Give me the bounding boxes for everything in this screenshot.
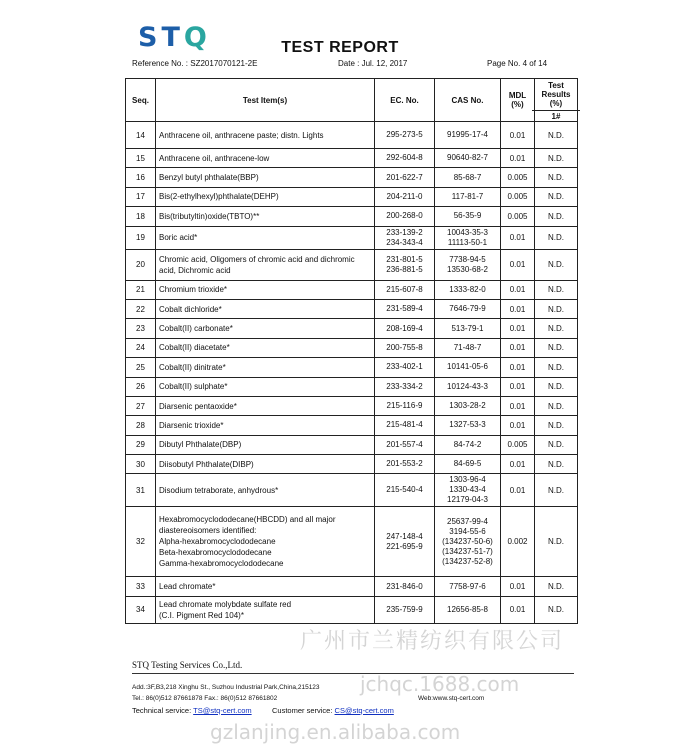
technical-service [132,706,252,715]
mdl-cell: 0.01 [501,396,535,415]
customer-service-email[interactable]: CS@stq-cert.com [334,706,394,715]
item-cell: Benzyl butyl phthalate(BBP) [156,168,375,187]
mdl-cell: 0.01 [501,596,535,623]
seq-cell: 26 [126,377,156,396]
seq-cell: 18 [126,207,156,226]
ec-number-cell: 200-268-0 [375,207,435,226]
ec-number-cell: 233-402-1 [375,358,435,377]
footer-website: Web:www.stq-cert.com [418,695,485,702]
mdl-cell: 0.005 [501,207,535,226]
table-row [126,338,578,357]
technical-service-email[interactable]: TS@stq-cert.com [193,706,252,715]
seq-cell: 19 [126,226,156,249]
cas-number-cell: 7738-94-5 13530-68-2 [435,249,501,280]
cas-number-cell: 1303-28-2 [435,396,501,415]
item-cell: Cobalt dichloride* [156,299,375,318]
ec-number-cell: 292-604-8 [375,149,435,168]
seq-cell: 17 [126,187,156,206]
customer-service [272,706,394,715]
result-cell: N.D. [535,280,578,299]
result-cell: N.D. [535,338,578,357]
table-row [126,455,578,474]
seq-cell: 16 [126,168,156,187]
mdl-cell: 0.01 [501,122,535,149]
result-cell: N.D. [535,226,578,249]
watermark-chinese: 广州市兰精纺织有限公司 [300,629,565,654]
mdl-cell: 0.002 [501,507,535,577]
result-cell: N.D. [535,207,578,226]
watermark-alibaba: gzlanjing.en.alibaba.com [210,720,461,744]
table-row [126,299,578,318]
item-cell: Bis(tributyltin)oxide(TBTO)** [156,207,375,226]
watermark-1688: jchqc.1688.com [360,672,520,696]
item-cell: Chromium trioxide* [156,280,375,299]
seq-cell: 20 [126,249,156,280]
ec-number-cell: 247-148-4 221-695-9 [375,507,435,577]
ec-number-cell: 231-589-4 [375,299,435,318]
table-row [126,187,578,206]
ec-number-cell: 233-334-2 [375,377,435,396]
customer-service-label: Customer service: [272,706,333,715]
result-cell: N.D. [535,319,578,338]
ec-number-cell: 204-211-0 [375,187,435,206]
cas-number-cell: 56-35-9 [435,207,501,226]
ec-number-cell: 200-755-8 [375,338,435,357]
ec-number-cell: 215-481-4 [375,416,435,435]
mdl-cell: 0.01 [501,455,535,474]
mdl-cell: 0.01 [501,299,535,318]
result-cell: N.D. [535,474,578,507]
result-cell: N.D. [535,168,578,187]
item-cell: Diarsenic trioxide* [156,416,375,435]
cas-number-cell: 90640-82-7 [435,149,501,168]
footer-tel-fax: Tel.: 86(0)512 87661878 Fax.: 86(0)512 87661802 [132,695,278,702]
mdl-cell: 0.01 [501,577,535,596]
seq-cell: 25 [126,358,156,377]
ec-number-cell: 295-273-5 [375,122,435,149]
table-row [126,435,578,454]
col-result-header [535,79,578,122]
mdl-cell: 0.01 [501,416,535,435]
seq-cell: 33 [126,577,156,596]
item-cell: Cobalt(II) sulphate* [156,377,375,396]
table-row [126,377,578,396]
mdl-cell: 0.005 [501,168,535,187]
col-seq-header: Seq. [126,79,156,122]
mdl-cell: 0.01 [501,358,535,377]
footer-company: STQ Testing Services Co.,Ltd. [132,660,243,670]
result-cell: N.D. [535,358,578,377]
result-cell: N.D. [535,149,578,168]
table-row [126,122,578,149]
table-row [126,474,578,507]
table-header-row [126,79,578,122]
seq-cell: 30 [126,455,156,474]
cas-number-cell: 10141-05-6 [435,358,501,377]
ec-number-cell: 233-139-2 234-343-4 [375,226,435,249]
seq-cell: 28 [126,416,156,435]
item-cell: Cobalt(II) diacetate* [156,338,375,357]
table-row [126,596,578,623]
cas-number-cell: 12656-85-8 [435,596,501,623]
table-row [126,249,578,280]
cas-number-cell: 1327-53-3 [435,416,501,435]
table-row [126,207,578,226]
ec-number-cell: 215-116-9 [375,396,435,415]
item-cell: Cobalt(II) dinitrate* [156,358,375,377]
cas-number-cell: 1333-82-0 [435,280,501,299]
ec-number-cell: 215-540-4 [375,474,435,507]
seq-cell: 24 [126,338,156,357]
item-cell: Chromic acid, Oligomers of chromic acid and dichromic acid, Dichromic acid [156,249,375,280]
table-row [126,280,578,299]
seq-cell: 23 [126,319,156,338]
mdl-cell: 0.01 [501,149,535,168]
item-cell: Boric acid* [156,226,375,249]
item-cell: Diisobutyl Phthalate(DIBP) [156,455,375,474]
item-cell: Dibutyl Phthalate(DBP) [156,435,375,454]
table-row [126,149,578,168]
seq-cell: 21 [126,280,156,299]
report-date: Date : Jul. 12, 2017 [338,59,408,68]
cas-number-cell: 85-68-7 [435,168,501,187]
cas-number-cell: 7646-79-9 [435,299,501,318]
ec-number-cell: 201-557-4 [375,435,435,454]
ec-number-cell: 201-553-2 [375,455,435,474]
reference-number: Reference No. : SZ2017070121-2E [132,59,258,68]
seq-cell: 27 [126,396,156,415]
ec-number-cell: 231-846-0 [375,577,435,596]
seq-cell: 22 [126,299,156,318]
result-cell: N.D. [535,416,578,435]
result-cell: N.D. [535,596,578,623]
seq-cell: 15 [126,149,156,168]
table-body [126,122,578,624]
technical-service-label: Technical service: [132,706,192,715]
col-mdl-header: MDL (%) [501,79,535,122]
item-cell: Lead chromate* [156,577,375,596]
result-cell: N.D. [535,299,578,318]
result-cell: N.D. [535,396,578,415]
stq-logo: STQ [138,22,211,53]
seq-cell: 14 [126,122,156,149]
result-cell: N.D. [535,122,578,149]
seq-cell: 31 [126,474,156,507]
mdl-cell: 0.01 [501,474,535,507]
col-cas-header: CAS No. [435,79,501,122]
result-cell: N.D. [535,249,578,280]
table-row [126,319,578,338]
mdl-cell: 0.005 [501,187,535,206]
cas-number-cell: 7758-97-6 [435,577,501,596]
item-cell: Disodium tetraborate, anhydrous* [156,474,375,507]
table-row [126,168,578,187]
item-cell: Diarsenic pentaoxide* [156,396,375,415]
cas-number-cell: 84-74-2 [435,435,501,454]
table-row [126,507,578,577]
test-results-table [125,78,578,624]
table-row [126,358,578,377]
mdl-cell: 0.01 [501,280,535,299]
ec-number-cell: 208-169-4 [375,319,435,338]
mdl-cell: 0.01 [501,226,535,249]
report-title: TEST REPORT [281,39,399,56]
col-item-header: Test Item(s) [156,79,375,122]
table-row [126,396,578,415]
mdl-cell: 0.01 [501,319,535,338]
cas-number-cell: 513-79-1 [435,319,501,338]
mdl-cell: 0.005 [501,435,535,454]
result-cell: N.D. [535,577,578,596]
item-cell: Lead chromate molybdate sulfate red (C.I. Pigment Red 104)* [156,596,375,623]
mdl-cell: 0.01 [501,249,535,280]
mdl-cell: 0.01 [501,377,535,396]
cas-number-cell: 10124-43-3 [435,377,501,396]
footer-address: Add.:3F,B3,218 Xinghu St., Suzhou Industrial Park,China,215123 [132,684,320,691]
result-cell: N.D. [535,187,578,206]
item-cell: Anthracene oil, anthracene paste; distn. Lights [156,122,375,149]
table-row [126,416,578,435]
result-cell: N.D. [535,507,578,577]
cas-number-cell: 91995-17-4 [435,122,501,149]
result-cell: N.D. [535,377,578,396]
ec-number-cell: 201-622-7 [375,168,435,187]
cas-number-cell: 25637-99-4 3194-55-6 (134237-50-6) (134237-51-7) (134237-52-8) [435,507,501,577]
result-header-label: Test Results (%) [541,81,571,108]
item-cell: Anthracene oil, anthracene-low [156,149,375,168]
mdl-cell: 0.01 [501,338,535,357]
result-cell: N.D. [535,435,578,454]
item-cell: Bis(2-ethylhexyl)phthalate(DEHP) [156,187,375,206]
ec-number-cell: 235-759-9 [375,596,435,623]
cas-number-cell: 84-69-5 [435,455,501,474]
item-cell: Hexabromocyclododecane(HBCDD) and all major diastereoisomers identified: Alpha-hexabromocyclododecane Beta-hexabromocyclododecane Gamma-hexabromocyclododecane [156,507,375,577]
result-cell: N.D. [535,455,578,474]
ec-number-cell: 215-607-8 [375,280,435,299]
page-number: Page No. 4 of 14 [487,59,548,68]
seq-cell: 34 [126,596,156,623]
seq-cell: 32 [126,507,156,577]
cas-number-cell: 71-48-7 [435,338,501,357]
col-ec-header: EC. No. [375,79,435,122]
cas-number-cell: 117-81-7 [435,187,501,206]
cas-number-cell: 10043-35-3 11113-50-1 [435,226,501,249]
table-row [126,226,578,249]
ec-number-cell: 231-801-5 236-881-5 [375,249,435,280]
cas-number-cell: 1303-96-4 1330-43-4 12179-04-3 [435,474,501,507]
table-row [126,577,578,596]
item-cell: Cobalt(II) carbonate* [156,319,375,338]
sample-id-header: 1# [532,110,580,121]
seq-cell: 29 [126,435,156,454]
